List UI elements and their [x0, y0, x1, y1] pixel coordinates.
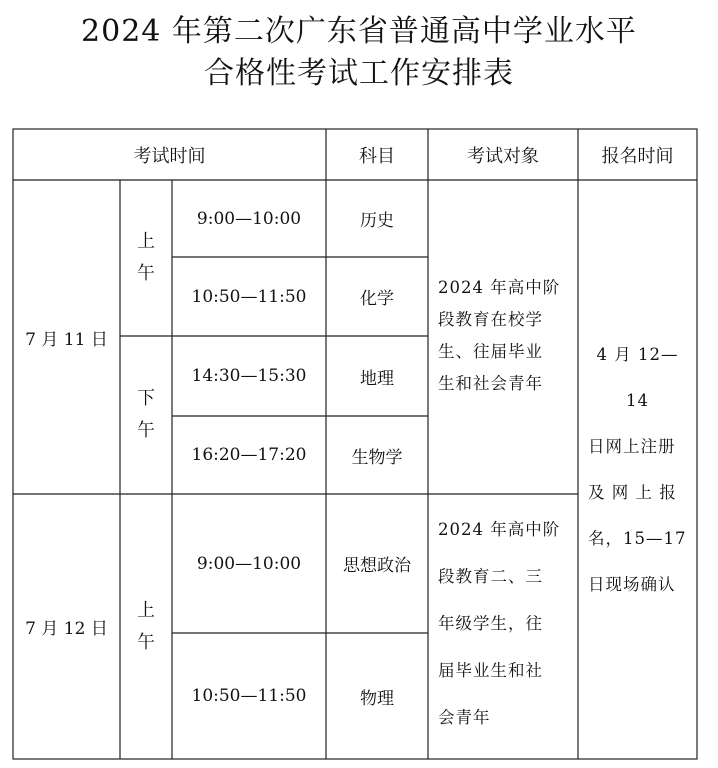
period-char: 午 — [137, 420, 155, 441]
period-label — [120, 180, 172, 336]
session-subject: 思想政治 — [343, 556, 411, 576]
header-target: 考试对象 — [467, 145, 539, 167]
session-time: 9:00—10:00 — [196, 208, 302, 229]
date-day-1: 7 月 11 日 — [25, 329, 108, 350]
signup-line: 日网上注册 — [588, 437, 676, 456]
period-char: 午 — [137, 631, 155, 653]
date-day-2: 7 月 12 日 — [25, 619, 108, 639]
session-subject: 历史 — [360, 211, 394, 231]
target-line: 会青年 — [438, 708, 491, 727]
session-subject: 物理 — [360, 688, 394, 709]
document-title-line-2: 合格性考试工作安排表 — [204, 56, 514, 91]
document-title-line-1: 2024 年第二次广东省普通高中学业水平 — [81, 14, 637, 49]
target-line: 段教育二、三 — [438, 567, 543, 586]
target-line: 届毕业生和社 — [438, 661, 543, 680]
session-time: 16:20—17:20 — [191, 445, 307, 465]
period-char: 上 — [137, 599, 155, 621]
signup-line: 名，15—17 — [588, 529, 687, 548]
header-subject: 科目 — [359, 145, 395, 167]
target-line: 生、往届毕业 — [438, 342, 543, 361]
exam-target-day-2 — [428, 506, 578, 746]
session-subject: 化学 — [360, 289, 394, 309]
target-line: 2024 年高中阶 — [438, 278, 561, 297]
session-subject: 生物学 — [351, 447, 403, 468]
target-line: 2024 年高中阶 — [438, 520, 561, 539]
signup-line: 4 月 12—14 — [596, 345, 679, 410]
session-time: 10:50—11:50 — [191, 686, 307, 706]
period-char: 上 — [137, 231, 155, 252]
signup-time-cell — [578, 345, 697, 594]
period-char: 下 — [137, 388, 155, 409]
target-line: 段教育在校学 — [438, 310, 543, 329]
session-time: 14:30—15:30 — [191, 366, 307, 386]
header-exam-time: 考试时间 — [133, 145, 206, 167]
header-signup-time: 报名时间 — [601, 145, 674, 167]
signup-line: 日现场确认 — [588, 575, 676, 594]
session-subject: 地理 — [360, 368, 394, 389]
exam-target-day-1 — [428, 272, 578, 402]
signup-line: 及 网 上 报 — [588, 483, 677, 502]
session-time: 10:50—11:50 — [191, 286, 307, 307]
target-line: 生和社会青年 — [438, 374, 543, 393]
period-char: 午 — [137, 263, 155, 284]
period-label — [120, 336, 172, 494]
target-line: 年级学生，往 — [438, 614, 543, 633]
period-label — [120, 494, 172, 759]
session-time: 9:00—10:00 — [196, 553, 302, 574]
